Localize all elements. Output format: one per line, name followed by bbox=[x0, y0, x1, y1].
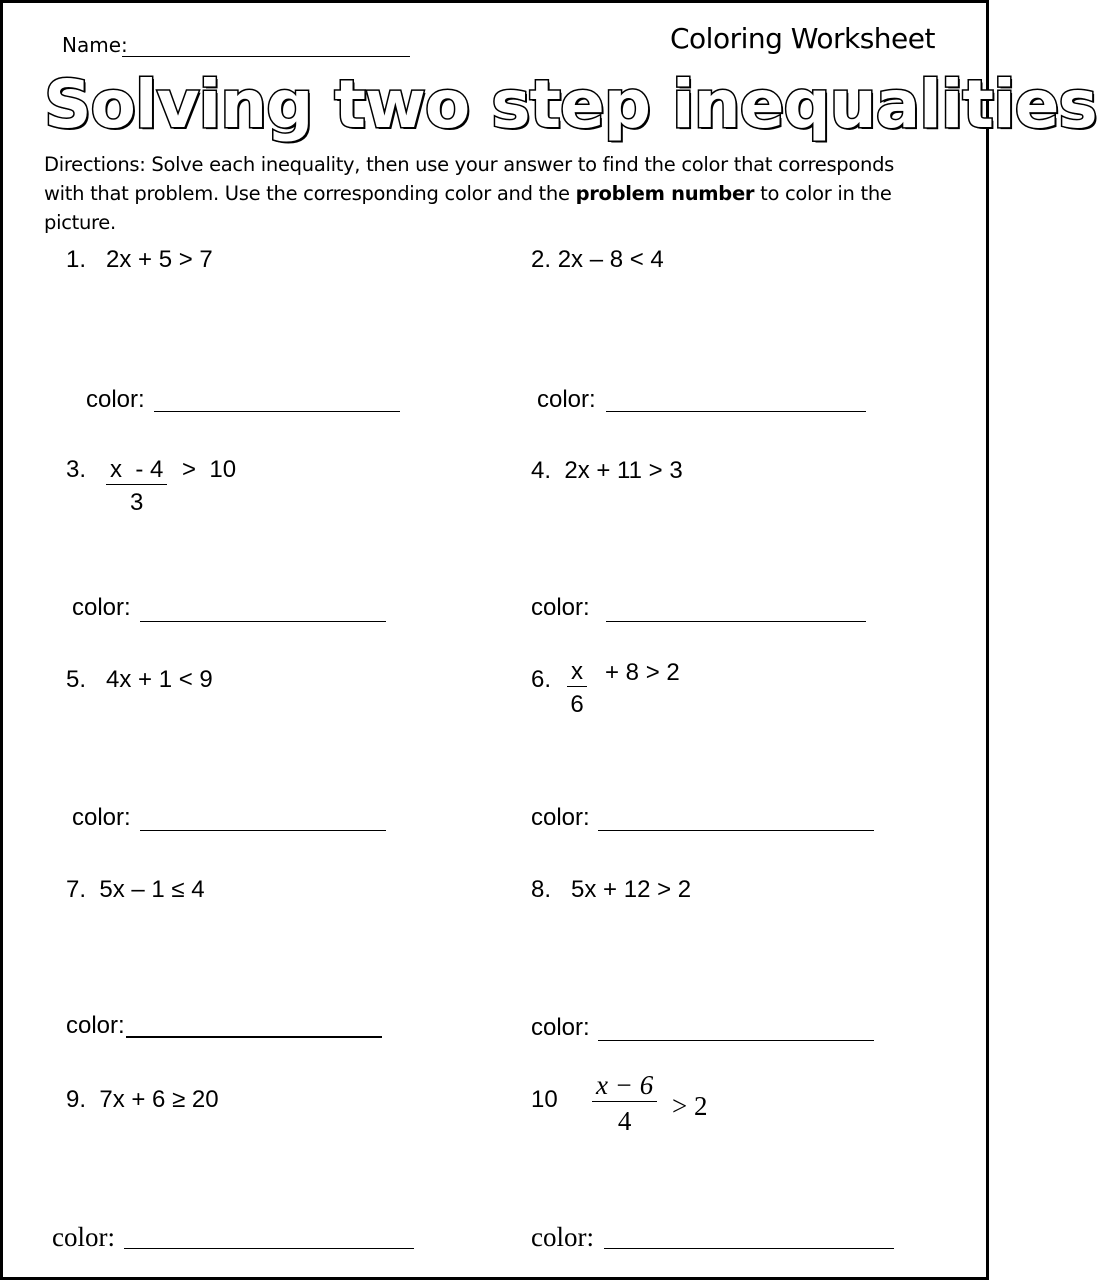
color-answer-9[interactable] bbox=[124, 1248, 414, 1249]
problem-number: 8. bbox=[531, 876, 552, 903]
problem-number: 2. bbox=[531, 246, 552, 273]
worksheet-type-label: Coloring Worksheet bbox=[670, 22, 935, 55]
problem-number: 4. bbox=[531, 457, 552, 484]
problem-10 bbox=[531, 1086, 558, 1114]
fraction bbox=[106, 456, 167, 517]
name-label: Name: bbox=[62, 33, 128, 57]
problem-10-expression bbox=[592, 1070, 657, 1137]
problem-7 bbox=[66, 876, 205, 904]
problem-expression: 7x + 6 ≥ 20 bbox=[99, 1086, 219, 1113]
problem-3-inequality: > 10 bbox=[182, 456, 237, 483]
fraction-denominator: 4 bbox=[617, 1106, 632, 1136]
color-label-2: color: bbox=[537, 386, 596, 413]
color-answer-8[interactable] bbox=[598, 1040, 874, 1041]
page-title: Solving two step inequalities bbox=[44, 66, 1097, 143]
problem-number: 10 bbox=[531, 1086, 558, 1113]
problem-3 bbox=[66, 456, 86, 484]
directions-part-1: Directions: Solve each inequality, then use your answer to find the color that corresponds with that problem. Use the corresponding color and the bbox=[44, 153, 895, 205]
color-label-8: color: bbox=[531, 1014, 590, 1041]
problem-6-expression bbox=[567, 658, 587, 719]
problem-9 bbox=[66, 1086, 219, 1114]
color-label-6: color: bbox=[531, 804, 590, 831]
problem-8 bbox=[531, 876, 691, 904]
problem-expression: 2x + 11 > 3 bbox=[564, 457, 683, 484]
directions-part-2: to color in the picture. bbox=[44, 182, 892, 234]
problem-number: 6. bbox=[531, 666, 552, 693]
problem-number: 7. bbox=[66, 876, 87, 903]
color-label-5: color: bbox=[72, 804, 131, 831]
color-answer-1[interactable] bbox=[154, 411, 400, 412]
problem-expression: 2x – 8 < 4 bbox=[557, 246, 664, 273]
problem-expression: 5x + 12 > 2 bbox=[571, 876, 692, 903]
problem-4 bbox=[531, 457, 683, 485]
problem-5 bbox=[66, 666, 213, 694]
problem-6 bbox=[531, 666, 551, 694]
color-answer-3[interactable] bbox=[140, 621, 386, 622]
problem-6-inequality: + 8 > 2 bbox=[605, 659, 680, 686]
color-label-3: color: bbox=[72, 594, 131, 621]
fraction-numerator: x - 4 bbox=[106, 456, 167, 485]
problem-number: 1. bbox=[66, 246, 87, 273]
problem-1 bbox=[66, 246, 213, 274]
fraction-denominator: 3 bbox=[129, 489, 144, 516]
problem-10-inequality: > 2 bbox=[672, 1091, 708, 1121]
name-field[interactable] bbox=[122, 56, 410, 57]
fraction-denominator: 6 bbox=[570, 691, 584, 718]
problem-expression: 2x + 5 > 7 bbox=[106, 246, 213, 273]
color-answer-5[interactable] bbox=[140, 830, 386, 831]
problem-expression: 4x + 1 < 9 bbox=[106, 666, 213, 693]
problem-number: 9. bbox=[66, 1086, 87, 1113]
color-answer-10[interactable] bbox=[604, 1248, 894, 1249]
fraction bbox=[567, 658, 587, 719]
color-label-7: color: bbox=[66, 1012, 125, 1039]
directions-text bbox=[44, 150, 924, 237]
color-label-4: color: bbox=[531, 594, 597, 621]
color-answer-7[interactable] bbox=[126, 1036, 382, 1038]
problem-3-expression bbox=[106, 456, 167, 517]
problem-number: 3. bbox=[66, 456, 87, 483]
color-answer-2[interactable] bbox=[606, 411, 866, 412]
color-label-9: color: bbox=[52, 1222, 115, 1252]
color-label-1: color: bbox=[86, 386, 145, 413]
problem-2 bbox=[531, 246, 664, 274]
directions-emphasis: problem number bbox=[575, 182, 755, 205]
problem-number: 5. bbox=[66, 666, 87, 693]
fraction-numerator: x bbox=[567, 658, 587, 687]
fraction bbox=[592, 1070, 657, 1137]
color-answer-6[interactable] bbox=[598, 830, 874, 831]
color-answer-4[interactable] bbox=[606, 621, 866, 622]
problem-expression: 5x – 1 ≤ 4 bbox=[99, 876, 205, 903]
fraction-numerator: x − 6 bbox=[592, 1070, 657, 1102]
color-label-10: color: bbox=[531, 1222, 594, 1252]
